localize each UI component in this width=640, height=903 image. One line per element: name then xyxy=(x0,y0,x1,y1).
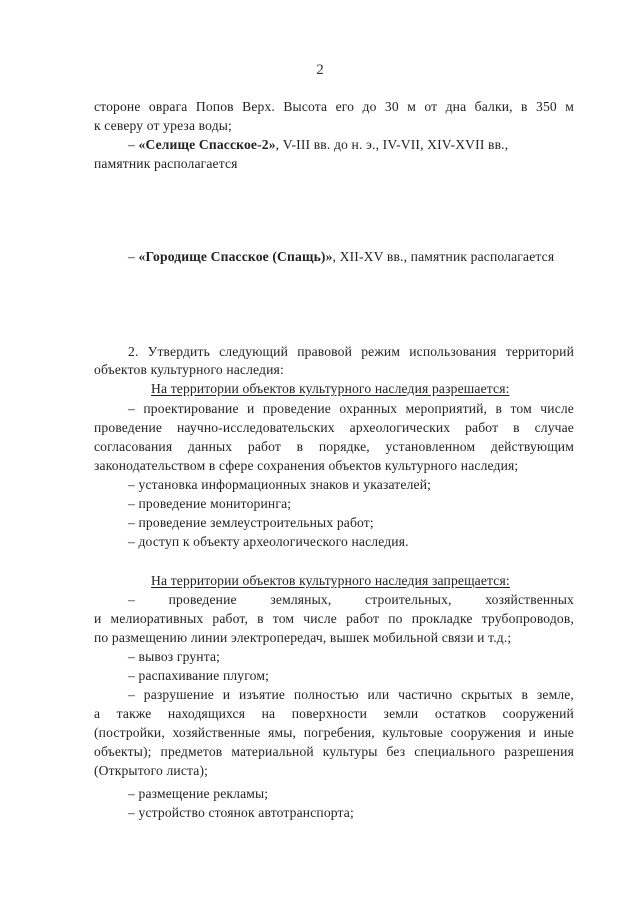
allowed-item-3: – проведение мониторинга; xyxy=(128,496,292,511)
intro-line-2: к северу от уреза воды; xyxy=(94,118,232,133)
section-2-line-1: 2. Утвердить следующий правовой режим использования территорий xyxy=(128,344,574,359)
forbidden-item-1-line-2: и мелиоративных работ, в том числе работ по прокладке трубопроводов, xyxy=(94,611,574,626)
allowed-item-5: – доступ к объекту археологического наследия. xyxy=(128,534,409,549)
monument-2-name: «Городище Спасское (Спащь)» xyxy=(138,249,333,264)
monument-1-dates: , V-III вв. до н. э., IV-VII, XIV-XVII вв., xyxy=(275,137,509,152)
monument-1-name: «Селище Спасское-2» xyxy=(138,137,276,152)
monument-1-line-2: памятник располагается xyxy=(94,156,238,171)
forbidden-item-5: – размещение рекламы; xyxy=(128,786,269,801)
allowed-item-2: – установка информационных знаков и указателей; xyxy=(128,477,432,492)
intro-line-1: стороне оврага Попов Верх. Высота его до 30 м от дна балки, в 350 м xyxy=(94,99,574,114)
allowed-item-1-line-1: – проектирование и проведение охранных мероприятий, в том числе xyxy=(128,401,574,416)
forbidden-item-2: – вывоз грунта; xyxy=(128,649,221,664)
allowed-item-1-line-3: согласования данных работ в порядке, установленном действующим xyxy=(94,439,574,454)
monument-2-dates: , XII-XV вв., памятник располагается xyxy=(332,249,555,264)
monument-2-line xyxy=(128,248,554,266)
forbidden-heading: На территории объектов культурного наследия запрещается: xyxy=(151,573,510,588)
allowed-heading: На территории объектов культурного наследия разрешается: xyxy=(151,381,510,396)
forbidden-item-4-line-2: а также находящихся на поверхности земли остатков сооружений xyxy=(94,706,574,721)
forbidden-item-4-line-4: объекты); предметов материальной культуры без специального разрешения xyxy=(94,744,574,759)
allowed-item-1-line-4: законодательством в сфере сохранения объектов культурного наследия; xyxy=(94,458,519,473)
forbidden-item-1-line-1: – проведение земляных, строительных, хозяйственных xyxy=(128,592,574,607)
monument-1-dash: – xyxy=(128,137,139,152)
forbidden-item-3: – распахивание плугом; xyxy=(128,668,270,683)
allowed-item-1-line-2: проведение научно-исследовательских археологических работ в случае xyxy=(94,420,574,435)
forbidden-item-1-line-3: по размещению линии электропередач, вышек мобильной связи и т.д.; xyxy=(94,630,512,645)
forbidden-item-4-line-1: – разрушение и изъятие полностью или частично скрытых в земле, xyxy=(128,687,574,702)
forbidden-item-4-line-5: (Открытого листа); xyxy=(94,763,209,778)
allowed-item-4: – проведение землеустроительных работ; xyxy=(128,515,374,530)
page-number: 2 xyxy=(316,62,324,78)
monument-1-line-1 xyxy=(128,136,574,154)
forbidden-item-6: – устройство стоянок автотранспорта; xyxy=(128,805,354,820)
section-2-line-2: объектов культурного наследия: xyxy=(94,362,284,377)
monument-2-dash: – xyxy=(128,249,139,264)
forbidden-item-4-line-3: (постройки, хозяйственные ямы, погребения, культовые сооружения и иные xyxy=(94,725,574,740)
